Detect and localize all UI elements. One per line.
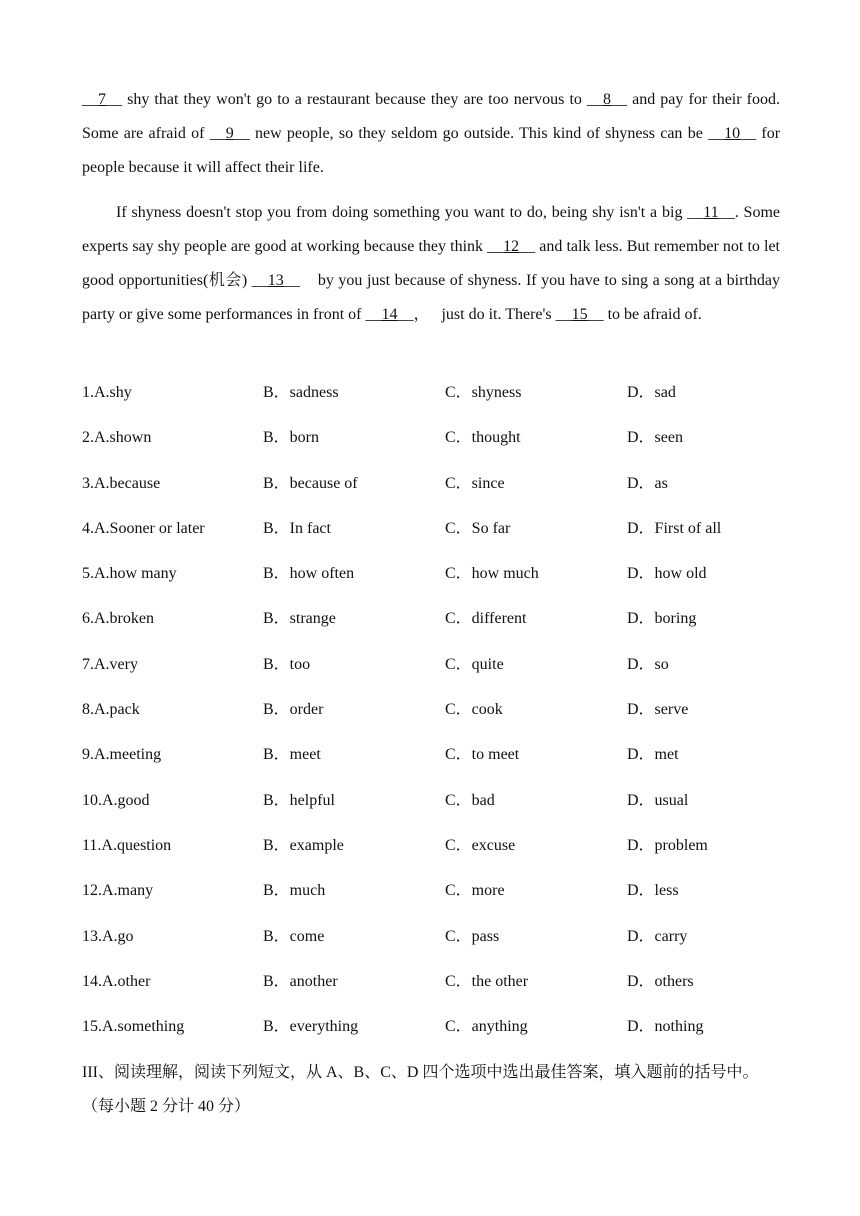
question-row bbox=[82, 421, 782, 466]
option-a: 12.A.many bbox=[82, 882, 154, 900]
option-b: B．order bbox=[263, 701, 324, 719]
option-d: D．sad bbox=[627, 384, 676, 401]
option-b: B．too bbox=[263, 655, 311, 673]
option-a: 2.A.shown bbox=[82, 429, 152, 447]
option-d: D．met bbox=[627, 746, 679, 764]
blank-number: 8 bbox=[603, 91, 611, 108]
option-c: C．So far bbox=[445, 519, 511, 537]
option-c: C．quite bbox=[445, 655, 504, 673]
option-a: 4.A.Sooner or later bbox=[82, 519, 205, 537]
blank-number: 14 bbox=[381, 306, 398, 323]
passage-text: __ to be afraid of. bbox=[587, 306, 702, 323]
question-row bbox=[82, 920, 782, 965]
option-c: C．thought bbox=[445, 429, 521, 447]
option-c: C．the other bbox=[445, 972, 529, 990]
option-a: 1.A.shy bbox=[82, 384, 132, 401]
option-a: 8.A.pack bbox=[82, 701, 140, 719]
option-b: B．example bbox=[263, 836, 344, 854]
blank-number: 10 bbox=[724, 125, 741, 142]
option-c: C．how much bbox=[445, 565, 539, 583]
option-d: D．how old bbox=[627, 565, 707, 583]
option-b: B．meet bbox=[263, 746, 321, 764]
question-row bbox=[82, 965, 782, 1010]
option-c: C．different bbox=[445, 610, 527, 628]
option-c: C．shyness bbox=[445, 384, 522, 401]
option-c: C．pass bbox=[445, 927, 500, 945]
option-b: B．born bbox=[263, 429, 320, 447]
option-d: D．less bbox=[627, 882, 679, 900]
option-b: B．everything bbox=[263, 1018, 359, 1036]
passage-text: __， just do it. There's __ bbox=[397, 306, 572, 323]
option-c: C．anything bbox=[445, 1018, 528, 1036]
option-d: D．as bbox=[627, 474, 668, 492]
option-d: D．usual bbox=[627, 791, 689, 809]
option-a: 5.A.how many bbox=[82, 565, 177, 583]
blank-number: 7 bbox=[98, 91, 106, 108]
question-row bbox=[82, 467, 782, 512]
passage-text: If shyness doesn't stop you from doing something you want to do, being shy isn't a big __ bbox=[116, 204, 704, 221]
option-d: D．seen bbox=[627, 429, 683, 447]
option-a: 15.A.something bbox=[82, 1018, 185, 1036]
passage-text: __ by you just because of shyness. If you have to sing a song at a birthday party or give some performances in front of __ bbox=[82, 272, 780, 323]
option-d: D．carry bbox=[627, 927, 688, 945]
passage-text: __ bbox=[82, 91, 98, 108]
option-a: 14.A.other bbox=[82, 972, 151, 990]
passage-paragraph-1 bbox=[82, 83, 780, 185]
option-c: C．to meet bbox=[445, 746, 520, 764]
option-b: B．come bbox=[263, 927, 325, 945]
option-c: C．excuse bbox=[445, 836, 516, 854]
question-row bbox=[82, 738, 782, 783]
question-row bbox=[82, 648, 782, 693]
blank-number: 11 bbox=[703, 204, 719, 221]
passage-text: __ for people because it will affect their life. bbox=[82, 125, 781, 176]
option-d: D．First of all bbox=[627, 519, 722, 537]
answer-options-list bbox=[82, 376, 782, 1055]
option-a: 11.A.question bbox=[82, 836, 172, 854]
option-b: B．how often bbox=[263, 565, 355, 583]
question-row bbox=[82, 1010, 782, 1055]
option-d: D．so bbox=[627, 655, 669, 673]
option-c: C．more bbox=[445, 882, 505, 900]
question-row bbox=[82, 376, 782, 421]
option-b: B．helpful bbox=[263, 791, 335, 809]
option-a: 7.A.very bbox=[82, 655, 138, 673]
question-row bbox=[82, 784, 782, 829]
option-c: C．bad bbox=[445, 791, 495, 809]
passage-text: __ shy that they won't go to a restaurant because they are too nervous to __ bbox=[106, 91, 603, 108]
option-a: 3.A.because bbox=[82, 474, 161, 492]
question-row bbox=[82, 693, 782, 738]
blank-number: 15 bbox=[571, 306, 588, 323]
option-a: 6.A.broken bbox=[82, 610, 154, 628]
option-b: B．another bbox=[263, 972, 338, 990]
option-a: 9.A.meeting bbox=[82, 746, 162, 764]
blank-number: 13 bbox=[267, 272, 284, 289]
passage-text: __. Some experts say shy people are good at working because they think __ bbox=[82, 204, 780, 255]
option-c: C．since bbox=[445, 474, 505, 492]
blank-number: 9 bbox=[225, 125, 234, 142]
passage-text: __ new people, so they seldom go outside. This kind of shyness can be __ bbox=[233, 125, 725, 142]
question-row bbox=[82, 602, 782, 647]
option-d: D．problem bbox=[627, 836, 708, 854]
option-d: D．others bbox=[627, 972, 694, 990]
question-row bbox=[82, 829, 782, 874]
passage-paragraph-2 bbox=[82, 196, 780, 332]
option-d: D．serve bbox=[627, 701, 689, 719]
option-b: B．because of bbox=[263, 474, 358, 492]
section-heading-reading: III、阅读理解，阅读下列短文，从 A、B、C、D 四个选项中选出最佳答案，填入题前的括号中。（每小题 2 分计 40 分） bbox=[82, 1064, 759, 1115]
question-row bbox=[82, 557, 782, 602]
option-b: B．much bbox=[263, 882, 326, 900]
option-a: 13.A.go bbox=[82, 927, 134, 945]
blank-number: 12 bbox=[503, 238, 520, 255]
option-d: D．boring bbox=[627, 610, 697, 628]
option-b: B．In fact bbox=[263, 519, 331, 537]
option-c: C．cook bbox=[445, 701, 503, 719]
passage-text: __ and talk less. But remember not to let good opportunities(机会) __ bbox=[82, 238, 780, 289]
option-d: D．nothing bbox=[627, 1018, 704, 1036]
option-a: 10.A.good bbox=[82, 791, 150, 809]
option-b: B．strange bbox=[263, 610, 336, 628]
question-row bbox=[82, 874, 782, 919]
passage-text: __ and pay for their food. Some are afraid of __ bbox=[82, 91, 780, 142]
question-row bbox=[82, 512, 782, 557]
option-b: B．sadness bbox=[263, 384, 339, 401]
